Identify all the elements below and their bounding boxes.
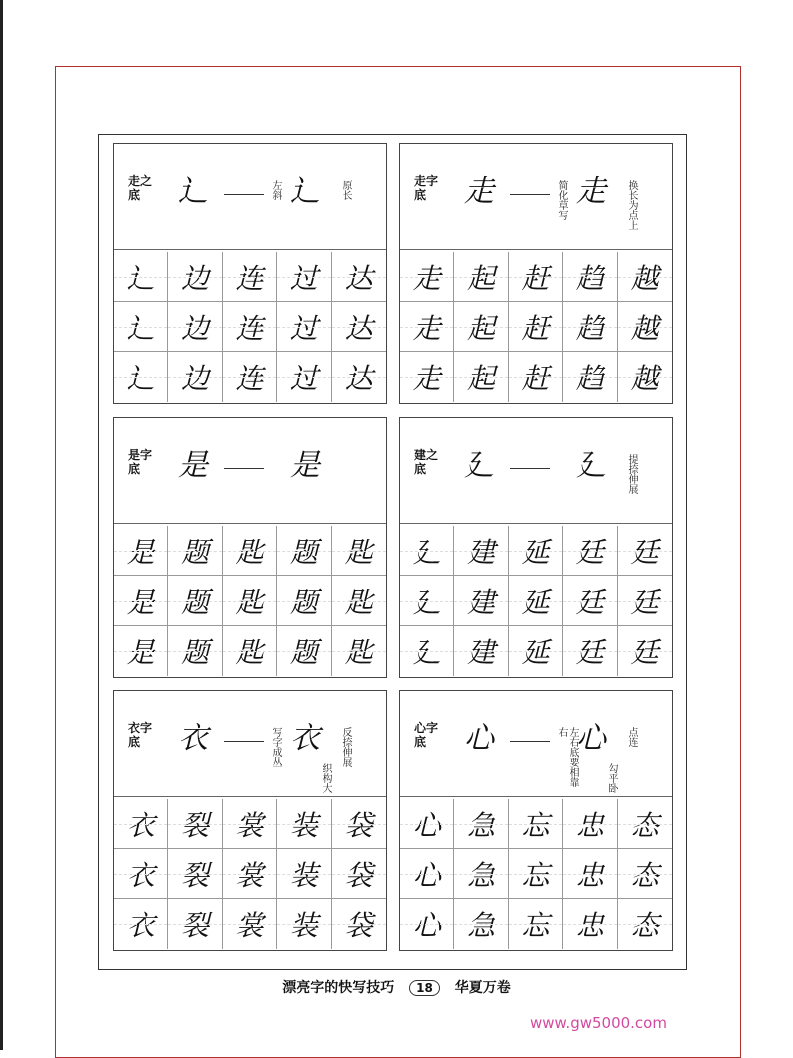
annotation-2: 原长 [340, 180, 351, 200]
practice-cell: 趋 [563, 302, 617, 352]
annotation-2: 反捺伸展 [340, 727, 351, 767]
practice-panel [113, 417, 387, 678]
practice-cell: 起 [454, 252, 508, 302]
practice-cell: 忘 [509, 799, 563, 849]
panel-header [114, 144, 386, 250]
annotation-1: 左右底要相靠右 [556, 727, 578, 787]
annotation-2: 换长为点上 [626, 180, 637, 230]
practice-cell: 廴 [400, 526, 454, 576]
practice-cell: 建 [454, 576, 508, 626]
annotation-2: 点连 [626, 727, 637, 747]
demo-char-cursive: 走 [576, 174, 606, 209]
practice-panel [399, 417, 673, 678]
practice-panel [399, 690, 673, 951]
practice-cell: 裂 [168, 899, 222, 949]
arrow-line [510, 194, 550, 195]
practice-cell: 建 [454, 526, 508, 576]
practice-cell: 是 [114, 526, 168, 576]
practice-cell: 是 [114, 626, 168, 676]
panel-header [400, 144, 672, 250]
practice-cell: 心 [400, 799, 454, 849]
practice-cell: 袋 [332, 799, 386, 849]
practice-cell: 廷 [618, 526, 672, 576]
practice-cell: 边 [168, 302, 222, 352]
practice-cell: 过 [277, 302, 331, 352]
arrow-line [510, 468, 550, 469]
demo-char-cursive: 廴 [576, 448, 606, 483]
practice-cell: 过 [277, 252, 331, 302]
practice-cell: 忠 [563, 849, 617, 899]
practice-cell: 裳 [223, 799, 277, 849]
practice-cell: 边 [168, 252, 222, 302]
practice-cell: 题 [168, 626, 222, 676]
practice-cell: 赶 [509, 302, 563, 352]
practice-grid [400, 526, 672, 676]
publisher: 华夏万卷 [454, 980, 511, 996]
practice-cell: 题 [277, 526, 331, 576]
practice-cell: 急 [454, 849, 508, 899]
practice-grid [114, 526, 386, 676]
panel-title: 心字底 [414, 721, 439, 749]
practice-panel [399, 143, 673, 404]
practice-cell: 廷 [563, 576, 617, 626]
practice-grid [400, 799, 672, 949]
practice-grid [114, 799, 386, 949]
practice-cell: 态 [618, 849, 672, 899]
practice-cell: 匙 [332, 576, 386, 626]
demo-char-original: 是 [178, 448, 208, 483]
practice-cell: 廴 [400, 576, 454, 626]
practice-grid [400, 252, 672, 402]
practice-cell: 装 [277, 899, 331, 949]
practice-cell: 廷 [563, 526, 617, 576]
practice-cell: 廷 [618, 626, 672, 676]
demo-char-cursive: 辶 [290, 174, 320, 209]
practice-cell: 连 [223, 352, 277, 402]
panel-title: 走字底 [414, 174, 439, 202]
practice-cell: 越 [618, 252, 672, 302]
arrow-line [224, 468, 264, 469]
practice-cell: 匙 [332, 526, 386, 576]
practice-cell: 趋 [563, 252, 617, 302]
practice-cell: 忘 [509, 849, 563, 899]
arrow-line [224, 741, 264, 742]
panel-title: 走之底 [128, 174, 153, 202]
practice-cell: 急 [454, 799, 508, 849]
book-title: 漂亮字的快写技巧 [282, 980, 395, 996]
practice-cell: 匙 [223, 626, 277, 676]
annotation-2: 提捺伸展 [626, 454, 637, 494]
annotation-1: 写字成丛 [270, 727, 281, 767]
practice-cell: 题 [168, 526, 222, 576]
demo-char-original: 走 [464, 174, 494, 209]
practice-cell: 延 [509, 626, 563, 676]
practice-cell: 赶 [509, 252, 563, 302]
practice-cell: 趋 [563, 352, 617, 402]
practice-grid [114, 252, 386, 402]
practice-cell: 辶 [114, 302, 168, 352]
practice-cell: 连 [223, 302, 277, 352]
practice-cell: 延 [509, 576, 563, 626]
practice-cell: 装 [277, 849, 331, 899]
practice-cell: 题 [168, 576, 222, 626]
panel-header [114, 691, 386, 797]
annotation-3: 织构大 [320, 763, 331, 793]
practice-cell: 边 [168, 352, 222, 402]
demo-char-original: 廴 [464, 448, 494, 483]
practice-cell: 态 [618, 899, 672, 949]
practice-cell: 建 [454, 626, 508, 676]
practice-cell: 衣 [114, 899, 168, 949]
practice-cell: 起 [454, 302, 508, 352]
practice-cell: 忠 [563, 799, 617, 849]
panel-header [114, 418, 386, 524]
demo-char-original: 辶 [178, 174, 208, 209]
annotation-1: 左斜 [270, 180, 281, 200]
practice-cell: 廷 [618, 576, 672, 626]
practice-cell: 忘 [509, 899, 563, 949]
practice-panel [113, 690, 387, 951]
practice-cell: 心 [400, 899, 454, 949]
demo-char-original: 衣 [178, 721, 208, 756]
practice-cell: 裂 [168, 799, 222, 849]
panel-title: 是字底 [128, 448, 153, 476]
practice-cell: 辶 [114, 352, 168, 402]
practice-cell: 衣 [114, 849, 168, 899]
practice-cell: 匙 [332, 626, 386, 676]
annotation-1: 简化草写 [556, 180, 567, 220]
practice-cell: 袋 [332, 849, 386, 899]
panel-title: 建之底 [414, 448, 439, 476]
practice-cell: 裂 [168, 849, 222, 899]
practice-cell: 走 [400, 352, 454, 402]
practice-cell: 越 [618, 302, 672, 352]
practice-panel [113, 143, 387, 404]
practice-cell: 过 [277, 352, 331, 402]
demo-char-cursive: 是 [290, 448, 320, 483]
arrow-line [510, 741, 550, 742]
practice-cell: 忠 [563, 899, 617, 949]
annotation-3: 勾平卧 [606, 763, 617, 793]
panel-header [400, 418, 672, 524]
page-number: 18 [409, 980, 440, 996]
practice-cell: 袋 [332, 899, 386, 949]
practice-cell: 是 [114, 576, 168, 626]
practice-cell: 起 [454, 352, 508, 402]
practice-cell: 连 [223, 252, 277, 302]
practice-cell: 达 [332, 352, 386, 402]
demo-char-cursive: 心 [576, 721, 606, 756]
practice-cell: 廴 [400, 626, 454, 676]
practice-cell: 走 [400, 252, 454, 302]
practice-cell: 题 [277, 626, 331, 676]
panel-title: 衣字底 [128, 721, 153, 749]
practice-cell: 匙 [223, 576, 277, 626]
page-footer [0, 977, 793, 997]
practice-cell: 越 [618, 352, 672, 402]
arrow-line [224, 194, 264, 195]
practice-cell: 达 [332, 252, 386, 302]
practice-cell: 裳 [223, 849, 277, 899]
demo-char-cursive: 衣 [290, 721, 320, 756]
practice-cell: 衣 [114, 799, 168, 849]
watermark-url: www.gw5000.com [530, 1014, 667, 1032]
demo-char-original: 心 [464, 721, 494, 756]
practice-cell: 题 [277, 576, 331, 626]
practice-cell: 态 [618, 799, 672, 849]
left-border-line [0, 0, 3, 1050]
practice-cell: 走 [400, 302, 454, 352]
panel-header [400, 691, 672, 797]
practice-cell: 心 [400, 849, 454, 899]
practice-cell: 装 [277, 799, 331, 849]
practice-cell: 急 [454, 899, 508, 949]
practice-cell: 达 [332, 302, 386, 352]
practice-cell: 裳 [223, 899, 277, 949]
practice-cell: 赶 [509, 352, 563, 402]
practice-cell: 匙 [223, 526, 277, 576]
practice-cell: 延 [509, 526, 563, 576]
practice-cell: 廷 [563, 626, 617, 676]
practice-cell: 辶 [114, 252, 168, 302]
